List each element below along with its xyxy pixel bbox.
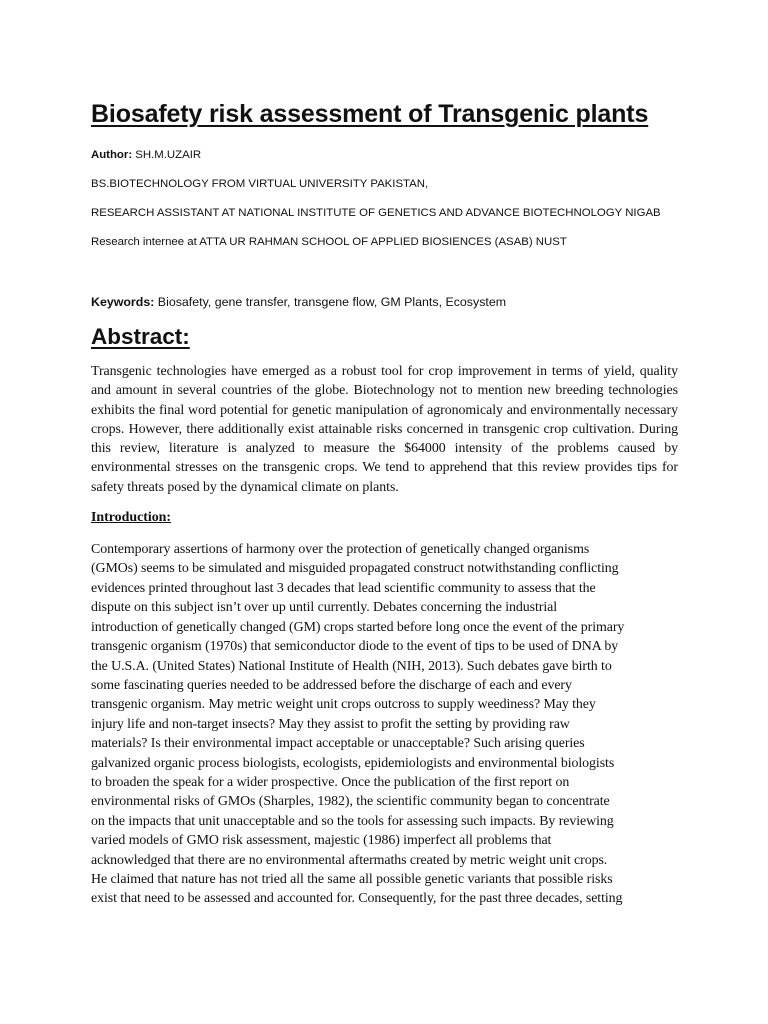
introduction-line: on the impacts that unit unacceptable and so the tools for assessing such impacts. By reviewing: [91, 813, 614, 829]
introduction-line: evidences printed throughout last 3 decades that lead scientific community to assess that the: [91, 580, 596, 596]
introduction-line: some fascinating queries needed to be addressed before the discharge of each and every: [91, 677, 572, 693]
introduction-paragraph: [91, 540, 678, 909]
introduction-heading: Introduction:: [91, 510, 172, 526]
introduction-line: varied models of GMO risk assessment, majestic (1986) imperfect all problems that: [91, 833, 552, 849]
abstract-paragraph: Transgenic technologies have emerged as a robust tool for crop improvement in terms of yield, quality and amount in several countries of the globe. Biotechnology not to mention new breeding technologies exhibits the final word potential for genetic manipulation of agronomicaly and environmentally necessary crops. However, there additionally exist attainable risks concerned in transgenic crop cultivation. During this review, literature is analyzed to measure the $64000 intensity of the problems caused by environmental stresses on the transgenic crops. We tend to apprehend that this review provides tips for safety threats posed by the dynamical climate on plants.: [91, 364, 678, 495]
keywords-text: Biosafety, gene transfer, transgene flow, GM Plants, Ecosystem: [154, 295, 507, 309]
author-label: Author:: [91, 149, 133, 161]
introduction-line: transgenic organism. May metric weight unit crops outcross to supply weediness? May they: [91, 697, 596, 713]
introduction-line: (GMOs) seems to be simulated and misguided propagated construct notwithstanding conflicting: [91, 561, 619, 577]
introduction-line: acknowledged that there are no environmental aftermaths created by metric weight unit crops.: [91, 852, 608, 868]
author-line: [91, 148, 678, 162]
affiliation-line: RESEARCH ASSISTANT AT NATIONAL INSTITUTE OF GENETICS AND ADVANCE BIOTECHNOLOGY NIGAB: [91, 207, 661, 219]
introduction-line: dispute on this subject isn’t over up until currently. Debates concerning the industrial: [91, 600, 558, 616]
author-name: SH.M.UZAIR: [132, 149, 202, 161]
introduction-line: to broaden the speak for a wider prospective. Once the publication of the first report on: [91, 774, 570, 790]
introduction-line: galvanized organic process biologists, ecologists, epidemiologists and environmental biologists: [91, 755, 615, 771]
document-title: Biosafety risk assessment of Transgenic plants: [91, 100, 649, 128]
introduction-line: environmental risks of GMOs (Sharples, 1982), the scientific community began to concentrate: [91, 794, 610, 810]
introduction-line: Contemporary assertions of harmony over the protection of genetically changed organisms: [91, 542, 590, 558]
keywords-line: [91, 295, 678, 309]
abstract-heading: Abstract:: [91, 324, 190, 349]
introduction-line: He claimed that nature has not tried all the same all possible genetic variants that possible risks: [91, 871, 613, 887]
affiliation-line: Research internee at ATTA UR RAHMAN SCHOOL OF APPLIED BIOSIENCES (ASAB) NUST: [91, 236, 567, 248]
document-page: [91, 96, 678, 909]
introduction-line: materials? Is their environmental impact acceptable or unacceptable? Such arising queries: [91, 736, 585, 752]
introduction-line: injury life and non-target insects? May they assist to profit the setting by providing raw: [91, 716, 570, 732]
introduction-line: introduction of genetically changed (GM) crops started before long once the event of the primary: [91, 619, 625, 635]
introduction-line: transgenic organism (1970s) that semiconductor diode to the event of tips to be used of DNA by: [91, 639, 619, 655]
introduction-line: the U.S.A. (United States) National Institute of Health (NIH, 2013). Such debates gave birth to: [91, 658, 612, 674]
introduction-line: exist that need to be assessed and accounted for. Consequently, for the past three decades, setting: [91, 891, 623, 907]
affiliation-line: BS.BIOTECHNOLOGY FROM VIRTUAL UNIVERSITY PAKISTAN,: [91, 178, 429, 190]
keywords-label: Keywords:: [91, 295, 155, 309]
